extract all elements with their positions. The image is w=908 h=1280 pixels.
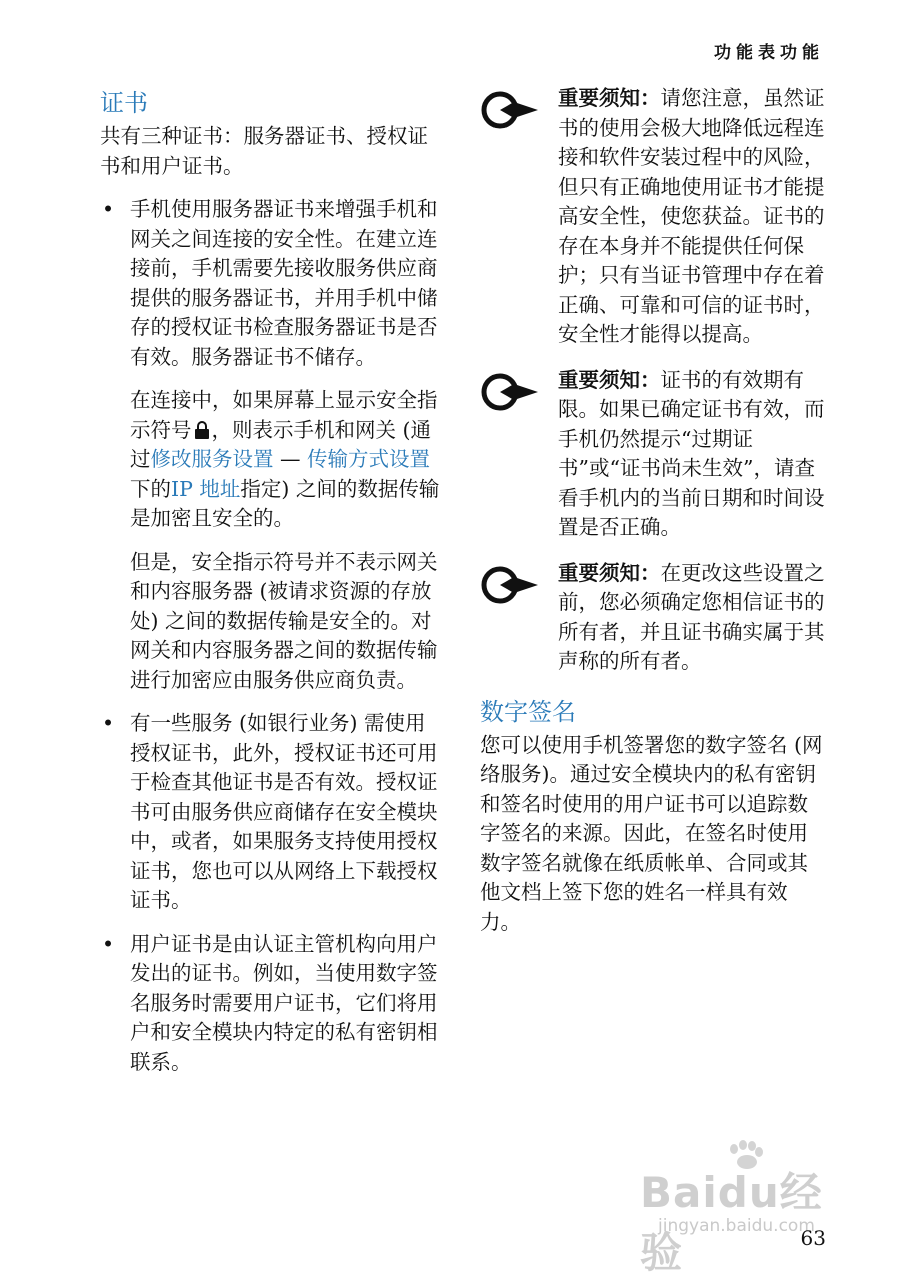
text-span: ，则表示手机和网关 (通过 [130, 417, 432, 471]
digital-signature-section [480, 693, 825, 938]
notice-1-text [558, 84, 825, 350]
watermark-url: jingyan.baidu.com [658, 1216, 815, 1236]
list-item-server-certificate [100, 195, 445, 695]
certificates-heading: 证书 [100, 89, 148, 117]
right-column [480, 84, 825, 937]
text-span: 在连接中，如果屏幕上显示安全指示符号 [130, 388, 438, 442]
notice-icon [480, 88, 540, 132]
digital-signature-text: 您可以使用手机签署您的数字签名 (网络服务)。通过安全模块内的私有密钥和签名时使用的用户证书可以追踪数字签名的来源。因此，在签名时使用数字签名就像在纸质帐单、合同或其他文档上签下您的姓名一样具有效力。 [480, 732, 823, 934]
notice-body: 在更改这些设置之前，您必须确定您相信证书的所有者，并且证书确实属于其声称的所有者。 [558, 560, 825, 673]
notice-1 [480, 84, 825, 350]
notice-3-text [558, 559, 825, 677]
notice-2-text [558, 366, 825, 543]
certificates-intro: 共有三种证书：服务器证书、授权证书和用户证书。 [100, 124, 428, 178]
server-cert-para1: 手机使用服务器证书来增强手机和网关之间连接的安全性。在建立连接前，手机需要先接收服务供应商提供的服务器证书，并用手机中储存的授权证书检查服务器证书是否有效。服务器证书不储存。 [130, 197, 438, 369]
notice-icon [480, 563, 540, 607]
notice-body: 证书的有效期有限。如果已确定证书有效，而手机仍然提示“过期证书”或“证书尚未生效”，请查看手机内的当前日期和时间设置是否正确。 [558, 367, 825, 539]
watermark [640, 1140, 860, 1277]
running-header: 功能表功能 [714, 43, 824, 63]
text-span: 下的 [130, 476, 171, 501]
list-item-user-certificate [100, 930, 445, 1078]
page-number: 63 [800, 1226, 826, 1250]
lock-icon [195, 421, 209, 439]
notice-3 [480, 559, 825, 677]
bullet: • [102, 931, 115, 956]
server-cert-para2 [130, 386, 445, 534]
link-transport-settings[interactable]: 传输方式设置 [307, 447, 431, 471]
bullet: • [102, 197, 115, 221]
text-span: — [273, 447, 308, 471]
notice-icon [480, 370, 540, 414]
watermark-brand: Baidu经验 [640, 1168, 823, 1277]
digital-signature-heading: 数字签名 [480, 697, 576, 726]
link-ip-address[interactable]: IP 地址 [171, 476, 241, 501]
notice-body: 请您注意，虽然证书的使用会极大地降低远程连接和软件安装过程中的风险，但只有正确地使用证书才能提高安全性，使您获益。证书的存在本身并不能提供任何保护；只有当证书管理中存在着正确、可靠和可信的证书时，安全性才能得以提高。 [558, 86, 825, 346]
authority-cert-text: 有一些服务 (如银行业务) 需使用授权证书，此外，授权证书还可用于检查其他证书是否有效。授权证书可由服务供应商储存在安全模块中，或者，如果服务支持使用授权证书，您也可以从网络上下载授权证书。 [130, 711, 438, 912]
left-column [100, 84, 445, 1091]
list-item-authority-certificate [100, 709, 445, 916]
link-modify-service-settings[interactable]: 修改服务设置 [150, 447, 274, 471]
user-cert-text: 用户证书是由认证主管机构向用户发出的证书。例如，当使用数字签名服务时需要用户证书，它们将用户和安全模块内特定的私有密钥相联系。 [130, 931, 438, 1074]
notice-title: 重要须知： [558, 560, 661, 585]
bullet: • [102, 711, 115, 735]
text-span: 指定) 之间的数据传输是加密且安全的。 [130, 476, 440, 530]
notice-2 [480, 366, 825, 543]
notice-title: 重要须知： [558, 367, 661, 392]
server-cert-para3: 但是，安全指示符号并不表示网关和内容服务器 (被请求资源的存放处) 之间的数据传输是安全的。对网关和内容服务器之间的数据传输进行加密应由服务供应商负责。 [130, 549, 438, 692]
notice-title: 重要须知： [558, 86, 661, 110]
certificate-list [100, 195, 445, 1077]
